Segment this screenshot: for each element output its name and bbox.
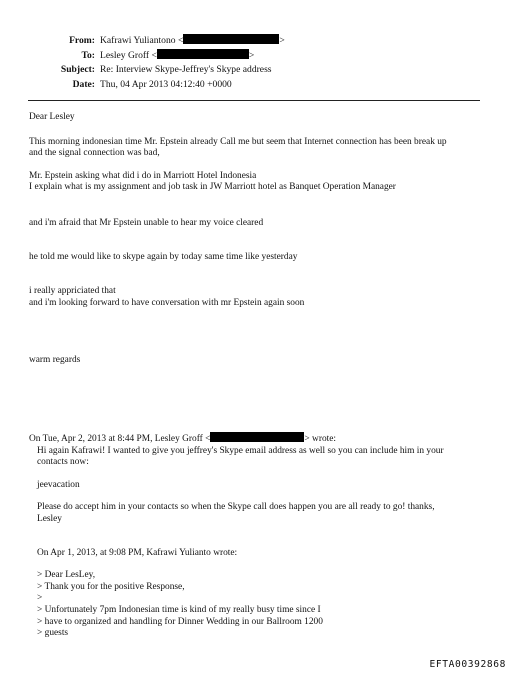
- paragraph-5-line-2: and i'm looking forward to have conversation with mr Epstein again soon: [29, 297, 305, 308]
- paragraph-2-line-1: Mr. Epstein asking what did i do in Marriott Hotel Indonesia: [29, 170, 257, 181]
- subject-label: Subject:: [60, 64, 95, 76]
- to-value: Lesley Groff < >: [100, 49, 255, 61]
- nested-quote-line: > Thank you for the positive Response,: [37, 581, 185, 592]
- closing: warm regards: [29, 355, 81, 366]
- quote-line: contacts now:: [37, 457, 89, 468]
- bates-number: EFTA00392868: [429, 659, 506, 670]
- nested-quote-line: >: [37, 593, 43, 604]
- date-value: Thu, 04 Apr 2013 04:12:40 +0000: [100, 78, 232, 90]
- nested-attribution: On Apr 1, 2013, at 9:08 PM, Kafrawi Yulianto wrote:: [37, 547, 238, 558]
- to-label: To:: [81, 49, 95, 61]
- header-divider: [28, 100, 480, 101]
- paragraph-3: and i'm afraid that Mr Epstein unable to hear my voice cleared: [29, 217, 264, 228]
- nested-quote-line: > Dear LesLey,: [37, 570, 96, 581]
- date-row: [0, 78, 512, 93]
- nested-quote-line: > have to organized and handling for Dinner Wedding in our Ballroom 1200: [37, 616, 323, 627]
- subject-value: Re: Interview Skype-Jeffrey's Skype address: [100, 64, 272, 76]
- skype-id: jeevacation: [37, 479, 80, 490]
- salutation: Dear Lesley: [29, 112, 75, 122]
- quote-line: Lesley: [37, 513, 62, 524]
- from-value: Kafrawi Yuliantono < >: [100, 35, 285, 46]
- quote-attribution: On Tue, Apr 2, 2013 at 8:44 PM, Lesley Groff < > wrote:: [29, 434, 337, 444]
- redaction-bar: [183, 34, 279, 44]
- paragraph-2-line-2: I explain what is my assignment and job task in JW Marriott hotel as Banquet Operation Manager: [29, 182, 396, 193]
- quoted-message: [29, 432, 489, 640]
- email-body: [29, 112, 491, 367]
- from-row: [0, 34, 512, 49]
- paragraph-4: he told me would like to skype again by today same time like yesterday: [29, 251, 298, 262]
- redaction-bar: [210, 432, 304, 442]
- paragraph-1-line-1: This morning indonesian time Mr. Epstein already Call me but seem that Internet connection has been break up: [29, 136, 447, 147]
- to-row: [0, 49, 512, 64]
- nested-quote-line: > guests: [37, 628, 69, 639]
- subject-row: [0, 63, 512, 78]
- quote-line: Please do accept him in your contacts so when the Skype call does happen you are all ready to go! thanks,: [37, 502, 435, 513]
- redaction-bar: [157, 49, 249, 59]
- nested-quote-line: > Unfortunately 7pm Indonesian time is kind of my really busy time since I: [37, 604, 321, 615]
- from-label: From:: [69, 35, 95, 46]
- paragraph-5-line-1: i really appriciated that: [29, 286, 116, 297]
- paragraph-1-line-2: and the signal connection was bad,: [29, 148, 160, 159]
- date-label: Date:: [72, 78, 95, 90]
- email-header: [0, 34, 512, 92]
- quote-body: [29, 446, 489, 640]
- quote-line: Hi again Kafrawi! I wanted to give you jeffrey's Skype email address as well so you can include him in your: [37, 445, 444, 456]
